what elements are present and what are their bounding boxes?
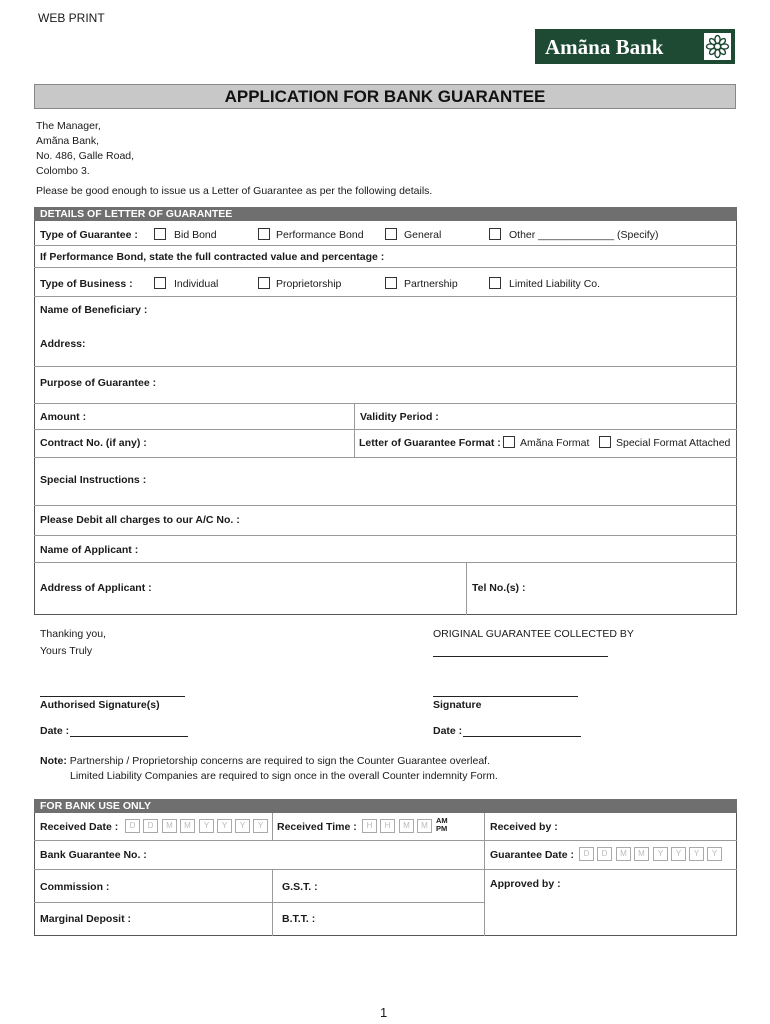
addressee-line: Colombo 3.: [36, 165, 90, 177]
date-cell[interactable]: Y: [253, 819, 268, 833]
beneficiary-name-label: Name of Beneficiary :: [40, 304, 148, 316]
date-cell[interactable]: M: [616, 847, 631, 861]
date-cell[interactable]: Y: [235, 819, 250, 833]
bank-logo-text: Amãna Bank: [545, 35, 664, 59]
amana-format-label: Amãna Format: [520, 437, 590, 449]
date-label-right: Date :: [433, 725, 463, 737]
purpose-label: Purpose of Guarantee :: [40, 377, 157, 389]
time-cell[interactable]: M: [399, 819, 414, 833]
bank-logo: [535, 29, 735, 64]
proprietorship-label: Proprietorship: [276, 278, 342, 290]
performance-bond-value-label: If Performance Bond, state the full contracted value and percentage :: [40, 251, 385, 263]
date-cell[interactable]: D: [143, 819, 158, 833]
proprietorship-checkbox[interactable]: [258, 277, 270, 289]
btt-label: B.T.T. :: [282, 913, 316, 925]
tel-no-label: Tel No.(s) :: [472, 582, 526, 594]
amana-format-checkbox[interactable]: [503, 436, 515, 448]
details-header: [34, 207, 737, 221]
limited-liability-label: Limited Liability Co.: [509, 278, 601, 290]
addressee-line: The Manager,: [36, 120, 101, 132]
authorised-signature-label: Authorised Signature(s): [40, 699, 160, 711]
date-cell[interactable]: M: [162, 819, 177, 833]
signature-line[interactable]: [433, 696, 578, 697]
addressee-line: No. 486, Galle Road,: [36, 150, 135, 162]
type-of-guarantee-label: Type of Guarantee :: [40, 229, 138, 241]
partnership-checkbox[interactable]: [385, 277, 397, 289]
flower-emblem-icon: [704, 33, 731, 60]
guarantee-format-label: Letter of Guarantee Format :: [359, 437, 501, 449]
date-line-right[interactable]: [463, 736, 581, 737]
general-label: General: [404, 229, 442, 241]
note-text-1: Partnership / Proprietorship concerns are required to sign the Counter Guarantee overleaf.: [69, 755, 490, 767]
date-line-left[interactable]: [70, 736, 188, 737]
debit-account-label: Please Debit all charges to our A/C No. :: [40, 514, 240, 526]
yours-truly-text: Yours Truly: [40, 645, 93, 657]
intro-text: Please be good enough to issue us a Letter of Guarantee as per the following details.: [36, 185, 433, 197]
applicant-address-label: Address of Applicant :: [40, 582, 152, 594]
page-title: APPLICATION FOR BANK GUARANTEE: [224, 87, 546, 106]
am-label: AM: [436, 816, 448, 825]
general-checkbox[interactable]: [385, 228, 397, 240]
bank-use-header: [34, 799, 737, 813]
received-by-label: Received by :: [490, 821, 558, 833]
bank-use-header-label: FOR BANK USE ONLY: [40, 800, 152, 812]
guarantee-date-label: Guarantee Date :: [490, 849, 575, 861]
other-label: Other _____________ (Specify): [509, 229, 659, 241]
special-instructions-label: Special Instructions :: [40, 474, 147, 486]
am-pm-indicator: [436, 817, 448, 833]
amount-label: Amount :: [40, 411, 87, 423]
bid-bond-checkbox[interactable]: [154, 228, 166, 240]
pm-label: PM: [436, 824, 448, 833]
date-cell[interactable]: Y: [199, 819, 214, 833]
individual-label: Individual: [174, 278, 219, 290]
note-label: Note:: [40, 755, 67, 767]
note-text-2: Limited Liability Companies are required to sign once in the overall Counter indemnity Form.: [70, 770, 498, 782]
date-cell[interactable]: D: [579, 847, 594, 861]
date-cell[interactable]: Y: [671, 847, 686, 861]
date-cell[interactable]: D: [597, 847, 612, 861]
marginal-deposit-label: Marginal Deposit :: [40, 913, 132, 925]
received-date-label: Received Date :: [40, 821, 119, 833]
addressee-block: [36, 119, 134, 179]
signature-label: Signature: [433, 699, 482, 711]
performance-bond-label: Performance Bond: [276, 229, 364, 241]
details-header-label: DETAILS OF LETTER OF GUARANTEE: [40, 208, 233, 220]
date-label-left: Date :: [40, 725, 70, 737]
addressee-line: Amãna Bank,: [36, 135, 100, 147]
date-cell[interactable]: Y: [689, 847, 704, 861]
performance-bond-checkbox[interactable]: [258, 228, 270, 240]
partnership-label: Partnership: [404, 278, 458, 290]
time-cell[interactable]: H: [380, 819, 395, 833]
limited-liability-checkbox[interactable]: [489, 277, 501, 289]
date-cell[interactable]: Y: [653, 847, 668, 861]
web-print-label: WEB PRINT: [38, 11, 105, 25]
validity-period-label: Validity Period :: [360, 411, 439, 423]
gst-label: G.S.T. :: [282, 881, 318, 893]
original-collected-label: ORIGINAL GUARANTEE COLLECTED BY: [433, 628, 634, 640]
date-cell[interactable]: Y: [217, 819, 232, 833]
date-cell[interactable]: M: [180, 819, 195, 833]
contract-no-label: Contract No. (if any) :: [40, 437, 147, 449]
special-format-checkbox[interactable]: [599, 436, 611, 448]
other-checkbox[interactable]: [489, 228, 501, 240]
date-cell[interactable]: Y: [707, 847, 722, 861]
individual-checkbox[interactable]: [154, 277, 166, 289]
collected-by-line[interactable]: [433, 656, 608, 657]
bank-guarantee-no-label: Bank Guarantee No. :: [40, 849, 147, 861]
approved-by-label: Approved by :: [490, 878, 561, 890]
date-cell[interactable]: D: [125, 819, 140, 833]
time-cell[interactable]: H: [362, 819, 377, 833]
page-number: 1: [380, 1005, 388, 1020]
beneficiary-address-label: Address:: [40, 338, 86, 350]
time-cell[interactable]: M: [417, 819, 432, 833]
applicant-name-label: Name of Applicant :: [40, 544, 139, 556]
date-cell[interactable]: M: [634, 847, 649, 861]
commission-label: Commission :: [40, 881, 110, 893]
authorised-signature-line[interactable]: [40, 696, 185, 697]
received-time-label: Received Time :: [277, 821, 357, 833]
beneficiary-name-field[interactable]: [34, 320, 737, 330]
title-bar: [34, 84, 736, 109]
special-format-label: Special Format Attached: [616, 437, 731, 449]
type-of-business-label: Type of Business :: [40, 278, 133, 290]
note-line-1: [40, 755, 490, 767]
thanking-text: Thanking you,: [40, 628, 106, 640]
bid-bond-label: Bid Bond: [174, 229, 217, 241]
